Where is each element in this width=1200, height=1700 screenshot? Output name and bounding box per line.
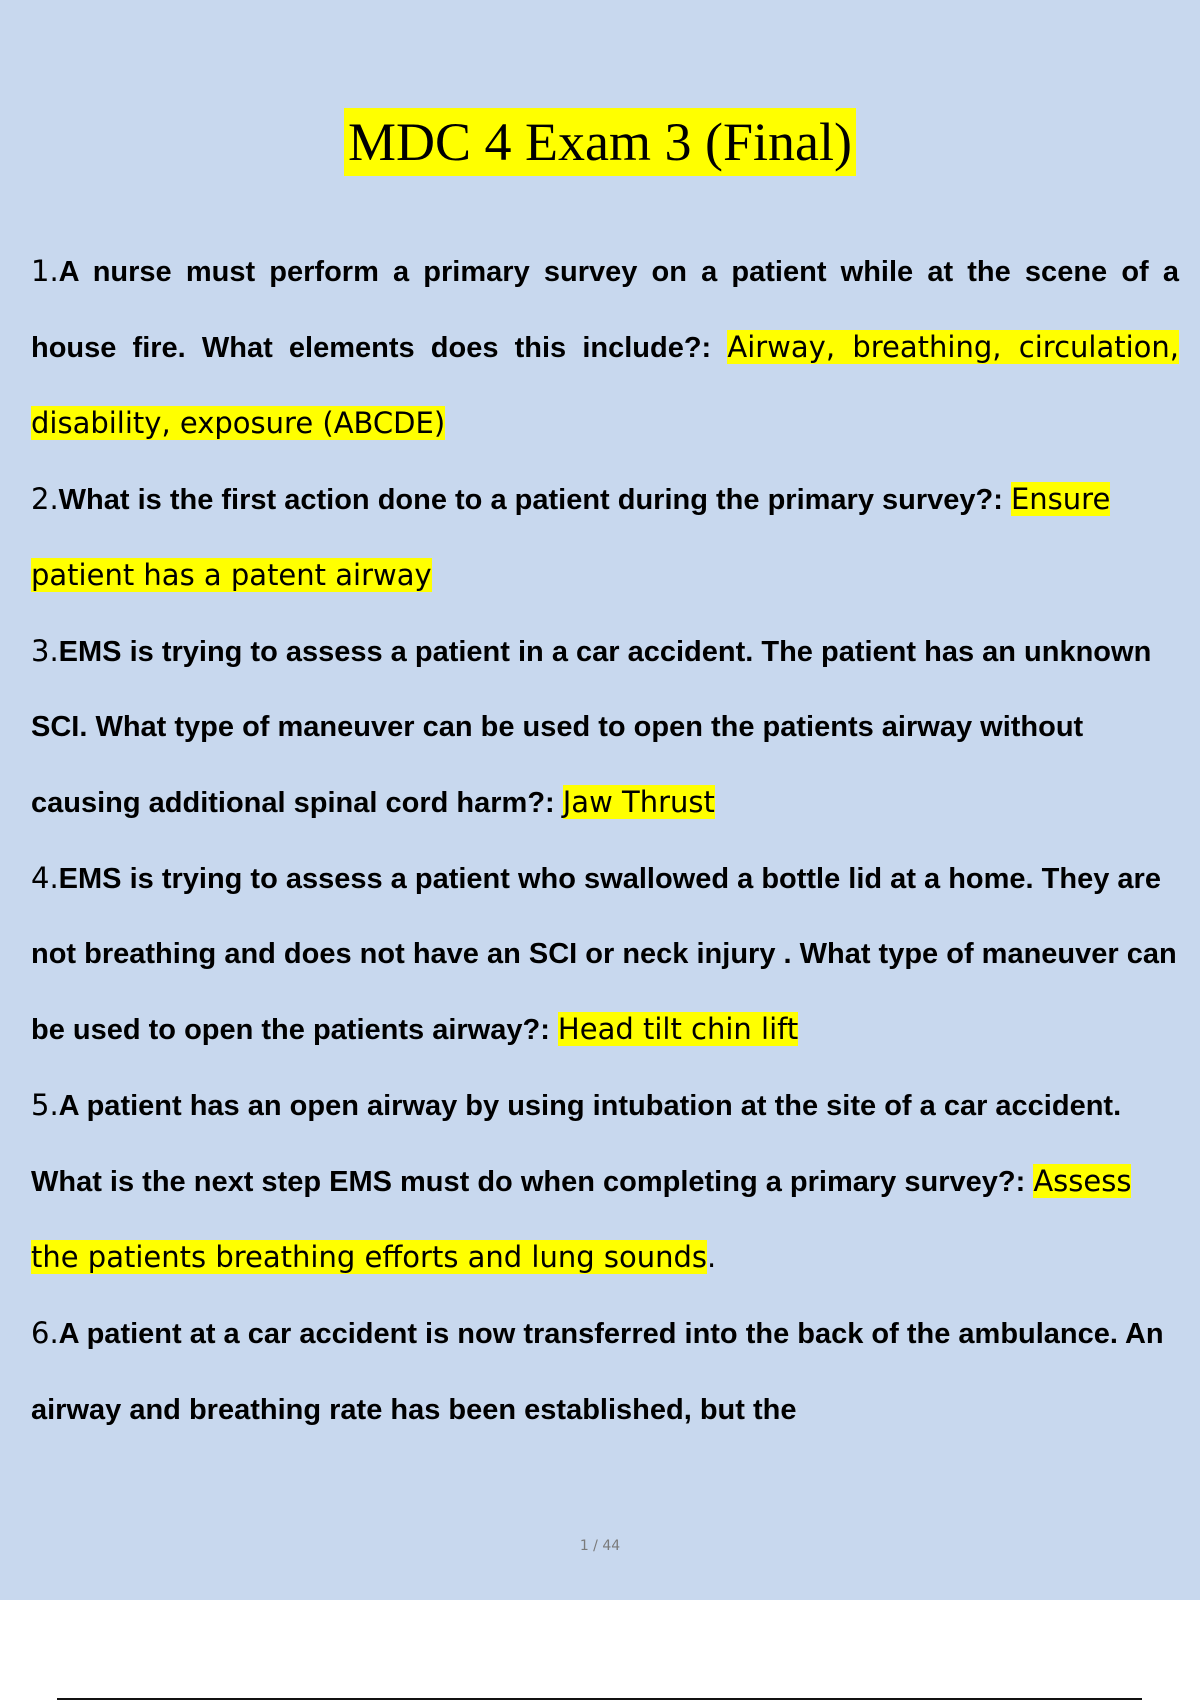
question-number: 3. xyxy=(31,634,59,668)
question-item-2 xyxy=(31,462,1179,614)
question-text: What is the first action done to a patient during the primary survey?: xyxy=(58,484,1011,516)
question-item-3 xyxy=(31,614,1179,841)
question-text: A patient at a car accident is now transferred into the back of the ambulance. An airway and breathing rate has been established, but the xyxy=(31,1318,1164,1426)
question-text: EMS is trying to assess a patient in a car accident. The patient has an unknown SCI. What type of maneuver can be used to open the patients airway without causing additional spinal cord harm?: xyxy=(31,636,1152,819)
question-item-1 xyxy=(31,234,1179,462)
document-title: MDC 4 Exam 3 (Final) xyxy=(344,108,856,176)
answer-highlight: Ensure patient has a patent airway xyxy=(31,482,1111,592)
question-item-5 xyxy=(31,1068,1179,1296)
page-number: 1 / 44 xyxy=(579,1538,621,1554)
question-text: A patient has an open airway by using intubation at the site of a car accident. What is the next step EMS must do when completing a primary survey?: xyxy=(31,1090,1122,1198)
question-text: EMS is trying to assess a patient who swallowed a bottle lid at a home. They are not breathing and does not have an SCI or neck injury . What type of maneuver can be used to open the patients airway?: xyxy=(31,863,1177,1046)
answer-tail: . xyxy=(707,1240,717,1274)
answer-highlight: Assess the patients breathing efforts and lung sounds xyxy=(31,1164,1132,1274)
question-number: 1. xyxy=(31,254,59,288)
answer-highlight: Head tilt chin lift xyxy=(557,1012,799,1046)
title-wrap xyxy=(0,108,1200,176)
answer-highlight: Airway, breathing, circulation, disability, exposure (ABCDE) xyxy=(31,330,1179,440)
question-text: A nurse must perform a primary survey on a patient while at the scene of a house fire. What elements does this include?: xyxy=(31,256,1179,364)
question-item-4 xyxy=(31,841,1179,1068)
question-number: 5. xyxy=(31,1088,59,1122)
question-number: 6. xyxy=(31,1316,59,1350)
question-item-6 xyxy=(31,1296,1179,1448)
question-number: 2. xyxy=(31,482,59,516)
question-number: 4. xyxy=(31,861,59,895)
answer-highlight: Jaw Thrust xyxy=(562,785,715,819)
question-list xyxy=(31,234,1179,1448)
